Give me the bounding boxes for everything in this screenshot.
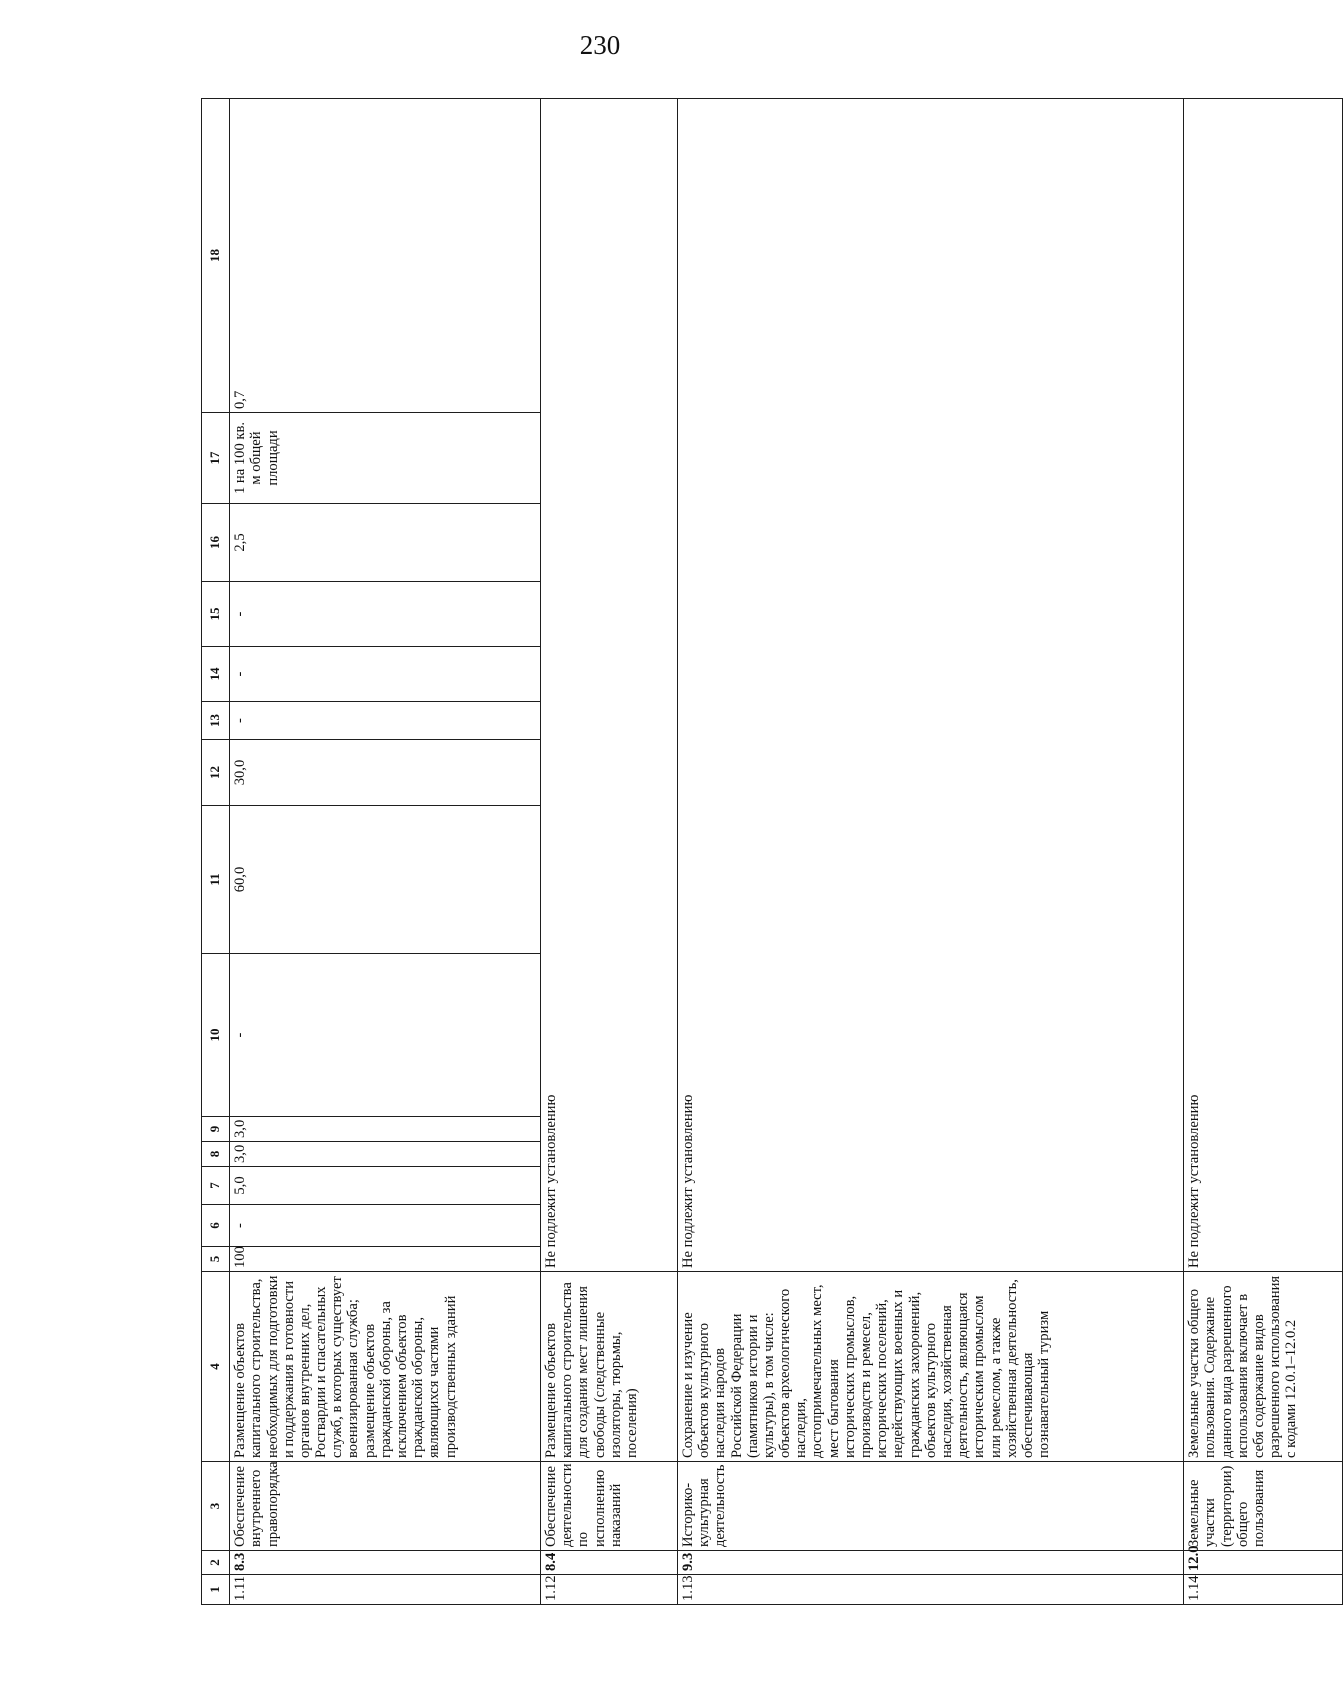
column-header: 11 <box>202 806 230 954</box>
use-description: Размещение объектов капитального строительства, необходимых для подготовки и поддержания в готовности органов внутренних дел, Росгвардии и спасательных служб, в которых существует военизированная служба; размещение объектов гражданской обороны, за исключением объектов гражданской обороны, являющихся частями производственных зданий <box>230 1272 541 1462</box>
column-header: 1 <box>202 1575 230 1605</box>
row-number: 1.13 <box>677 1575 1183 1605</box>
column-header: 10 <box>202 954 230 1117</box>
value-cell: - <box>230 647 541 702</box>
column-header: 9 <box>202 1117 230 1142</box>
value-cell: 30,0 <box>230 740 541 806</box>
value-cell: - <box>230 702 541 740</box>
value-cell: 5,0 <box>230 1167 541 1205</box>
column-header: 3 <box>202 1462 230 1551</box>
use-code: 9.3 <box>677 1551 1183 1575</box>
rotated-table-wrapper <box>201 103 1343 1605</box>
column-header: 5 <box>202 1247 230 1272</box>
column-number-row <box>202 99 230 1605</box>
use-name: Обеспечение внутреннего правопорядка <box>230 1462 541 1551</box>
page-number: 230 <box>579 30 621 60</box>
column-header: 17 <box>202 413 230 504</box>
value-cell: 2,5 <box>230 504 541 582</box>
row-number: 1.12 <box>540 1575 677 1605</box>
value-cell: - <box>230 582 541 647</box>
row-number: 1.11 <box>230 1575 541 1605</box>
column-header: 18 <box>202 99 230 413</box>
value-cell: - <box>230 954 541 1117</box>
column-header: 4 <box>202 1272 230 1462</box>
value-cell: - <box>230 1205 541 1247</box>
value-cell: 3,0 <box>230 1117 541 1142</box>
column-header: 7 <box>202 1167 230 1205</box>
row-number: 1.14 <box>1184 1575 1343 1605</box>
merged-parameters-cell: Не подлежит установлению <box>1184 99 1343 1272</box>
merged-parameters-cell: Не подлежит установлению <box>540 99 677 1272</box>
use-description: Сохранение и изучение объектов культурного наследия народов Российской Федерации (памятников истории и культуры), в том числе: объектов археологического наследия, достопримечательных мест, мест бытования исторических промыслов, производств и ремесел, исторических поселений, недействующих военных и гражданских захоронений, объектов культурного наследия, хозяйственная деятельность, являющаяся историческим промыслом или ремеслом, а также хозяйственная деятельность, обеспечивающая познавательный туризм <box>677 1272 1183 1462</box>
table-row <box>230 99 541 1605</box>
column-header: 14 <box>202 647 230 702</box>
use-name: Историко-культурная деятельность <box>677 1462 1183 1551</box>
value-cell: 1 на 100 кв. м общей площади <box>230 413 541 504</box>
column-header: 12 <box>202 740 230 806</box>
table-row <box>1184 99 1343 1605</box>
merged-parameters-cell: Не подлежит установлению <box>677 99 1183 1272</box>
use-code: 12.0 <box>1184 1551 1343 1575</box>
use-description: Земельные участки общего пользования. Содержание данного вида разрешенного использования включает в себя содержание видов разрешенного использования с кодами 12.0.1–12.0.2 <box>1184 1272 1343 1462</box>
use-code: 8.4 <box>540 1551 677 1575</box>
column-header: 15 <box>202 582 230 647</box>
column-header: 2 <box>202 1551 230 1575</box>
use-name: Обеспечение деятельности по исполнению наказаний <box>540 1462 677 1551</box>
use-code: 8.3 <box>230 1551 541 1575</box>
column-header: 13 <box>202 702 230 740</box>
value-cell: 3,0 <box>230 1142 541 1167</box>
value-cell: 60,0 <box>230 806 541 954</box>
use-name: Земельные участки (территории) общего пользования <box>1184 1462 1343 1551</box>
use-description: Размещение объектов капитального строительства для создания мест лишения свободы (следственные изоляторы, тюрьмы, поселения) <box>540 1272 677 1462</box>
value-cell: 0,7 <box>230 99 541 413</box>
value-cell: 100 <box>230 1247 541 1272</box>
regulations-table <box>201 98 1343 1605</box>
column-header: 16 <box>202 504 230 582</box>
table-row <box>677 99 1183 1605</box>
table-row <box>540 99 677 1605</box>
column-header: 8 <box>202 1142 230 1167</box>
column-header: 6 <box>202 1205 230 1247</box>
